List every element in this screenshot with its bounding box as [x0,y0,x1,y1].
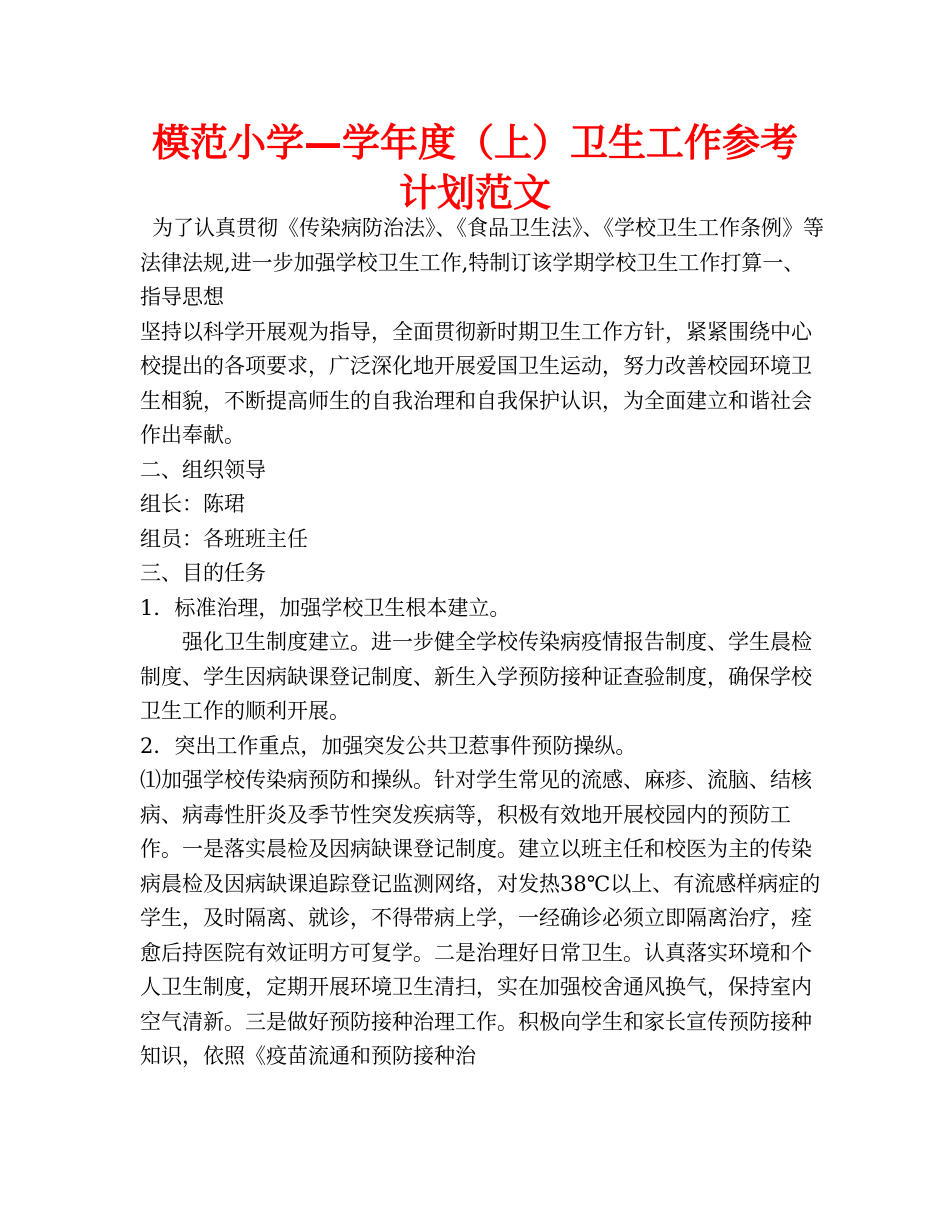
task-item-1-paragraph: 强化卫生制度建立。进一步健全学校传染病疫情报告制度、学生晨检制度、学生因病缺课登记制度、新生入学预防接种证查验制度，确保学校卫生工作的顺利开展。 [140,630,812,723]
task-item-1-heading: 1．标准治理，加强学校卫生根本建立。 [140,595,511,620]
task-item-2-paragraph: ⑴加强学校传染病预防和操纵。针对学生常见的流感、麻疹、流脑、结核病、病毒性肝炎及季节性突发疾病等，积极有效地开展校园内的预防工作。一是落实晨检及因病缺课登记制度。建立以班主任和校医为主的传染病晨检及因病缺课追踪登记监测网络，对发热38℃以上、有流感样病症的学生，及时隔离、就诊，不得带病上学，一经确诊必须立即隔离治疗，痊愈后持医院有效证明方可复学。二是治理好日常卫生。认真落实环境和个人卫生制度，定期开展环境卫生清扫，实在加强校舍通风换气，保持室内空气清新。三是做好预防接种治理工作。积极向学生和家长宣传预防接种知识，依照《疫苗流通和预防接种治 [140,768,821,1068]
section-heading-organization: 二、组织领导 [140,457,266,482]
team-members-line: 组员：各班班主任 [140,526,308,551]
intro-paragraph: 为了认真贯彻《传染病防治法》、《食品卫生法》、《学校卫生工作条例》等法律法规,进一步加强学校卫生工作,特制订该学期学校卫生工作打算一、指导思想 [140,216,824,309]
section-heading-tasks: 三、目的任务 [140,561,266,585]
page-title: 模范小学—学年度（上）卫生工作参考计划范文 [151,121,798,215]
task-item-2-heading: 2．突出工作重点，加强突发公共卫惹事件预防操纵。 [140,733,637,758]
team-leader-line: 组长：陈珺 [140,492,245,516]
guiding-thought-paragraph: 坚持以科学开展观为指导，全面贯彻新时期卫生工作方针，紧紧围绕中心校提出的各项要求，广泛深化地开展爱国卫生运动，努力改善校园环境卫生相貌，不断提高师生的自我治理和自我保护认识，为全面建立和谐社会作出奉献。 [140,319,812,447]
document-body [140,211,824,1074]
